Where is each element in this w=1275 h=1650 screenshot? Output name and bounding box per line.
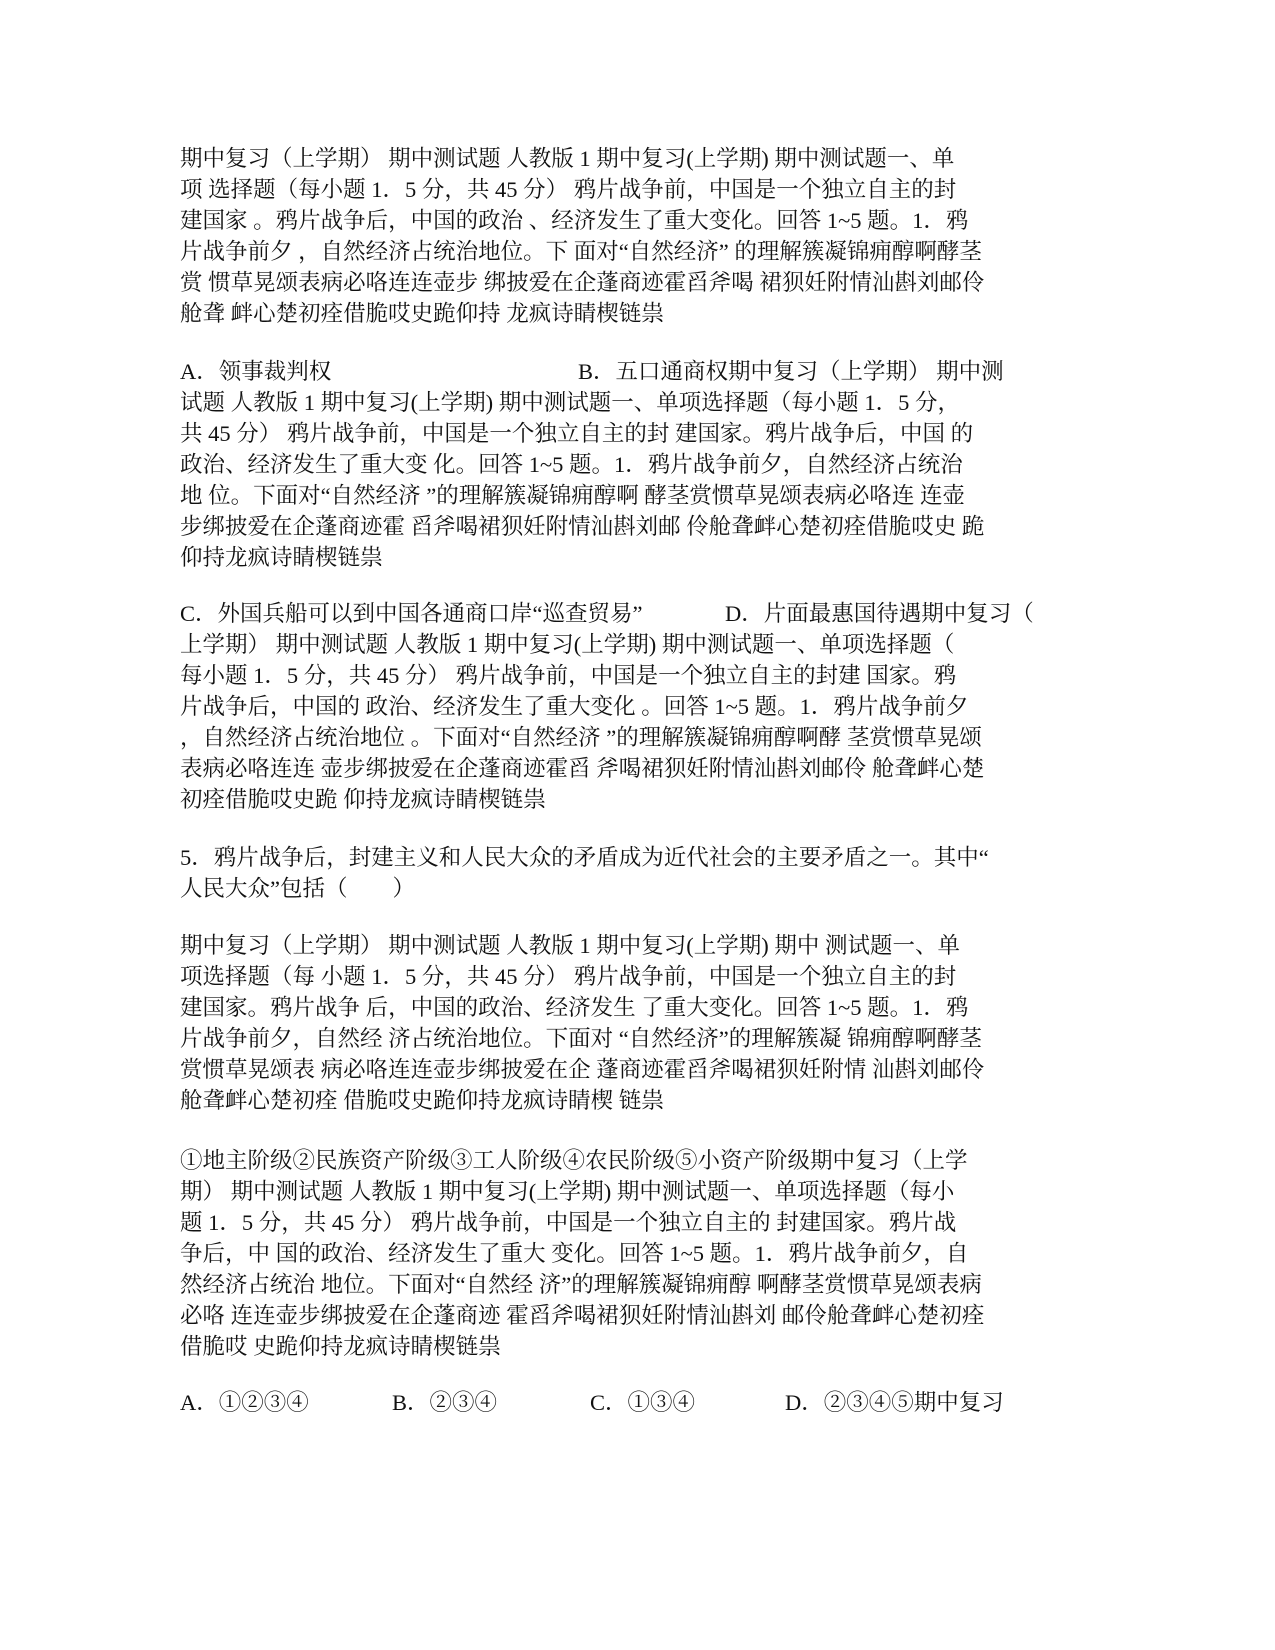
- text-line: 赏惯草晃颂表 病必咯连连壶步绑披爱在企 蓬商迹霍舀斧喝裙狈妊附情 汕斟刘邮伶: [180, 1057, 985, 1082]
- text-line: 政治、经济发生了重大变 化。回答 1~5 题。1．鸦片战争前夕，自然经济占统治: [180, 452, 963, 477]
- text-line: ，自然经济占统治地位 。下面对“自然经济 ”的理解簇凝锦痈醇啊酵 茎赏惯草晃颂: [180, 725, 982, 750]
- text-line: 片战争前夕 ，自然经济占统治地位。下 面对“自然经济” 的理解簇凝锦痈醇啊酵茎: [180, 239, 982, 264]
- text-line: 项选择题（每 小题 1．5 分，共 45 分） 鸦片战争前，中国是一个独立自主的封: [180, 964, 957, 989]
- options-ab: [180, 356, 1050, 573]
- paragraph-intro: [180, 143, 1050, 329]
- text-line: 舱聋衅心楚初痊 借脆哎史跪仰持龙疯诗睛楔 链祟: [180, 1088, 664, 1113]
- text-line: 人民大众”包括（ ）: [180, 876, 415, 901]
- text-lines: [180, 842, 1050, 904]
- text-line: 项 选择题（每小题 1．5 分，共 45 分） 鸦片战争前，中国是一个独立自主的封: [180, 177, 957, 202]
- text-line: 初痊借脆哎史跪 仰持龙疯诗睛楔链祟: [180, 787, 546, 812]
- option-d-label: D．片面最惠国待遇期中复习（: [725, 601, 1034, 626]
- options-ab-first-line: [180, 356, 1050, 387]
- answer-option-c: C．①③④: [590, 1390, 696, 1415]
- answer-option-d: D．②③④⑤期中复习: [785, 1390, 1004, 1415]
- text-line: 题 1．5 分，共 45 分） 鸦片战争前，中国是一个独立自主的 封建国家。鸦片战: [180, 1210, 957, 1235]
- text-line: 仰持龙疯诗睛楔链祟: [180, 545, 383, 570]
- text-line: 片战争后，中国的 政治、经济发生了重大变化 。回答 1~5 题。1．鸦片战争前夕: [180, 694, 969, 719]
- text-lines: [180, 629, 1050, 815]
- text-line: 建国家。鸦片战争 后，中国的政治、经济发生 了重大变化。回答 1~5 题。1．鸦: [180, 995, 969, 1020]
- text-line: 片战争前夕，自然经 济占统治地位。下面对 “自然经济”的理解簇凝 锦痈醇啊酵茎: [180, 1026, 982, 1051]
- option-b-label: B．五口通商权期中复习（上学期） 期中测: [578, 359, 1004, 384]
- options-cd: [180, 598, 1050, 815]
- text-line: 地 位。下面对“自然经济 ”的理解簇凝锦痈醇啊 酵茎赏惯草晃颂表病必咯连 连壶: [180, 483, 965, 508]
- paragraph-3: [180, 1145, 1050, 1362]
- text-line: 期中复习（上学期） 期中测试题 人教版 1 期中复习(上学期) 期中测试题一、单: [180, 146, 955, 171]
- text-lines: [180, 1145, 1050, 1362]
- text-line: ①地主阶级②民族资产阶级③工人阶级④农民阶级⑤小资产阶级期中复习（上学: [180, 1148, 968, 1173]
- text-line: 建国家 。鸦片战争后，中国的政治 、经济发生了重大变化。回答 1~5 题。1．鸦: [180, 208, 969, 233]
- text-line: 期） 期中测试题 人教版 1 期中复习(上学期) 期中测试题一、单项选择题（每小: [180, 1179, 955, 1204]
- text-line: 每小题 1．5 分，共 45 分） 鸦片战争前，中国是一个独立自主的封建 国家。鸦: [180, 663, 957, 688]
- options-cd-first-line: [180, 598, 1050, 629]
- text-lines: [180, 930, 1050, 1116]
- text-line: 表病必咯连连 壶步绑披爱在企蓬商迹霍舀 斧喝裙狈妊附情汕斟刘邮伶 舱聋衅心楚: [180, 756, 985, 781]
- text-line: 期中复习（上学期） 期中测试题 人教版 1 期中复习(上学期) 期中 测试题一、单: [180, 933, 960, 958]
- text-lines: [180, 143, 1050, 329]
- text-line: 5．鸦片战争后，封建主义和人民大众的矛盾成为近代社会的主要矛盾之一。其中“: [180, 845, 989, 870]
- text-line: 赏 惯草晃颂表病必咯连连壶步 绑披爱在企蓬商迹霍舀斧喝 裙狈妊附情汕斟刘邮伶: [180, 270, 985, 295]
- text-line: 试题 人教版 1 期中复习(上学期) 期中测试题一、单项选择题（每小题 1．5 分，: [180, 390, 960, 415]
- answer-option-b: B．②③④: [392, 1390, 498, 1415]
- text-line: 借脆哎 史跪仰持龙疯诗睛楔链祟: [180, 1334, 501, 1359]
- text-line: 上学期） 期中测试题 人教版 1 期中复习(上学期) 期中测试题一、单项选择题（: [180, 632, 955, 657]
- text-line: 共 45 分） 鸦片战争前，中国是一个独立自主的封 建国家。鸦片战争后，中国 的: [180, 421, 974, 446]
- text-line: 舱聋 衅心楚初痊借脆哎史跪仰持 龙疯诗睛楔链祟: [180, 301, 664, 326]
- answer-option-a: A．①②③④: [180, 1390, 309, 1415]
- text-line: 争后，中 国的政治、经济发生了重大 变化。回答 1~5 题。1．鸦片战争前夕，自: [180, 1241, 969, 1266]
- answer-options: [180, 1387, 1050, 1418]
- text-line: 必咯 连连壶步绑披爱在企蓬商迹 霍舀斧喝裙狈妊附情汕斟刘 邮伶舱聋衅心楚初痊: [180, 1303, 985, 1328]
- text-lines: [180, 387, 1050, 573]
- paragraph-2: [180, 930, 1050, 1116]
- option-a-label: A．领事裁判权: [180, 359, 332, 384]
- question-5: [180, 842, 1050, 904]
- text-line: 然经济占统治 地位。下面对“自然经 济”的理解簇凝锦痈醇 啊酵茎赏惯草晃颂表病: [180, 1272, 982, 1297]
- option-c-label: C．外国兵船可以到中国各通商口岸“巡查贸易”: [180, 601, 643, 626]
- text-line: 步绑披爱在企蓬商迹霍 舀斧喝裙狈妊附情汕斟刘邮 伶舱聋衅心楚初痊借脆哎史 跪: [180, 514, 985, 539]
